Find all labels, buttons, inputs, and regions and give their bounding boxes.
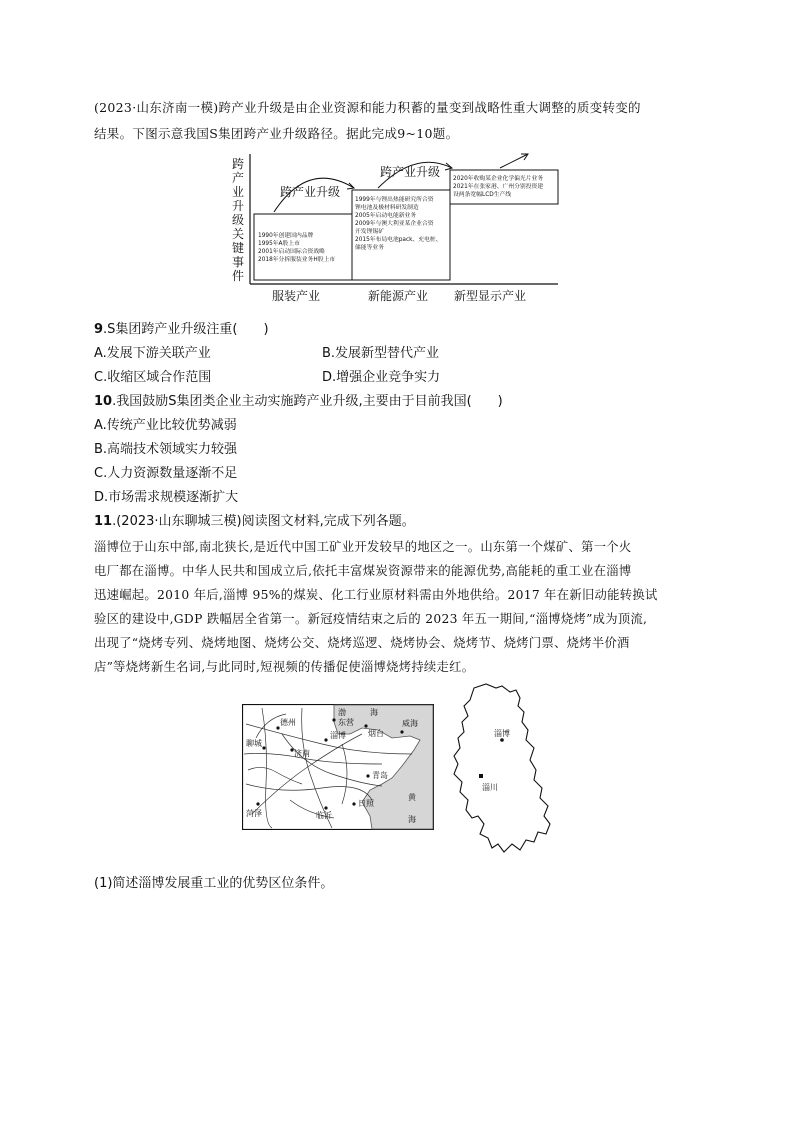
city-dot-dongying (332, 718, 335, 721)
y-axis-label (232, 157, 244, 283)
box2-line: 2015年布局电池pack、充电桩、 (355, 237, 442, 243)
q10-stem-text: .我国鼓励S集团类企业主动实施跨产业升级,主要由于目前我国( ) (112, 394, 503, 409)
q11-para-line: 店”等烧烤新生名词,与此同时,短视频的传播促使淄博烧烤持续走红。 (94, 660, 475, 674)
q10-option-c: C.人力资源数量逐渐不足 (94, 466, 238, 481)
box1-line: 2018年分拆服装业务H股上市 (258, 257, 336, 263)
box3-line: 2020年收购某企业化学偏光片业务 (453, 176, 544, 182)
map1-label: 威海 (402, 719, 418, 728)
map1-label: 海 (408, 815, 416, 824)
q11-para-line: 验区的建设中,GDP 跌幅居全省第一。新冠疫情结束之后的 2023 年五一期间,“淄博烧烤”成为顶流, (94, 612, 648, 626)
city-dot-rizhao (352, 802, 355, 805)
city-dot-zibo (324, 738, 327, 741)
q10-option-b: B.高端技术领域实力较强 (94, 442, 238, 457)
q11-para-line: 淄博位于山东中部,南北狭长,是近代中国工矿业开发较早的地区之一。山东第一个煤矿、第一个火 (94, 540, 632, 554)
intro-line-2: 结果。下图示意我国S集团跨产业升级路径。据此完成9~10题。 (94, 126, 459, 141)
map1-label: 临沂 (316, 811, 332, 820)
box2-line: 锂电池及极材料研发制造 (355, 205, 419, 211)
ylabel-char: 事 (232, 255, 245, 269)
q10-option-a: A.传统产业比较优势减弱 (94, 418, 237, 433)
zibo-city-dot (500, 738, 504, 742)
q9-option-a: A.发展下游关联产业 (94, 346, 211, 361)
q10-option-d: D.市场需求规模逐渐扩大 (94, 490, 239, 505)
map1-label: 菏泽 (246, 809, 262, 818)
zibo-outline-map (450, 682, 552, 856)
zibo-boundary (454, 684, 550, 852)
box1-line: 1990年创建国内品牌 (258, 233, 314, 239)
q10-stem (94, 390, 503, 409)
ylabel-char: 业 (232, 185, 245, 199)
ylabel-char: 键 (232, 241, 245, 255)
map1-label: 聊城 (246, 739, 262, 748)
zichuan-marker (479, 774, 483, 778)
ylabel-char: 件 (232, 269, 245, 283)
box3-line: 设两条宽幅LCD生产线 (453, 192, 512, 198)
x-category-apparel: 服装产业 (272, 289, 321, 303)
ylabel-char: 升 (232, 199, 245, 213)
q9-option-d: D.增强企业竞争实力 (322, 370, 441, 385)
map1-label: 黄 (408, 793, 416, 802)
q11-para-line: 出现了“烧烤专列、烧烤地图、烧烤公交、烧烤巡逻、烧烤协会、烧烤节、烧烤门票、烧烤半价酒 (94, 636, 630, 650)
q10-number: 10 (94, 394, 113, 409)
map1-label: 渤 (338, 708, 346, 717)
ylabel-char: 跨 (232, 157, 245, 171)
stage-box-apparel (254, 214, 352, 280)
zibo-label: 淄博 (494, 729, 510, 738)
box2-line: 1999年与锂出热能研究所合资 (355, 197, 434, 203)
q9-number: 9 (94, 322, 104, 337)
ylabel-char: 关 (232, 227, 245, 241)
box2-line: 2005年启动电能新业务 (355, 213, 417, 219)
q11-number: 11 (94, 514, 113, 529)
upgrade-arrow-3 (500, 154, 528, 168)
zichuan-label: 淄川 (482, 783, 498, 792)
city-dot-linyi (324, 806, 327, 809)
q9-stem (94, 318, 269, 337)
q9-option-c: C.收缩区域合作范围 (94, 370, 212, 385)
map1-label: 德州 (280, 718, 296, 727)
q11-para-line: 电厂都在淄博。中华人民共和国成立后,依托丰富煤炭资源带来的能源优势,高能耗的重工业在淄博 (94, 564, 632, 578)
q11-stem (94, 510, 415, 529)
map1-label: 海 (370, 708, 378, 717)
map1-label: 淄博 (330, 731, 346, 740)
x-category-new-energy: 新能源产业 (368, 289, 429, 303)
arrow-label-1: 跨产业升级 (280, 185, 341, 199)
city-dot-heze (256, 802, 259, 805)
stage-box-new-energy (352, 190, 450, 280)
city-dot-yantai (364, 724, 367, 727)
city-dot-liaocheng (262, 746, 265, 749)
q11-para-line: 迅速崛起。2010 年后,淄博 95%的煤炭、化工行业原材料需由外地供给。2017 年在新旧动能转换试 (94, 588, 658, 602)
ylabel-char: 级 (232, 213, 245, 227)
q11-stem-text: .(2023·山东聊城三模)阅读图文材料,完成下列各题。 (112, 514, 415, 529)
map1-label: 济南 (294, 749, 310, 758)
box2-line: 储能等业务 (355, 245, 384, 251)
city-dot-weihai (400, 730, 403, 733)
upgrade-path-figure (228, 150, 568, 310)
box2-line: 2009年与澳大利亚某企业合资 (355, 221, 434, 227)
box1-line: 2001年启动国际合资战略 (258, 249, 325, 255)
intro-line-1: (2023·山东济南一模)跨产业升级是由企业资源和能力积蓄的量变到战略性重大调整的质变转变的 (94, 100, 641, 115)
q9-option-b: B.发展新型替代产业 (322, 346, 440, 361)
ylabel-char: 产 (232, 171, 245, 185)
q9-stem-text: .S集团跨产业升级注重( ) (103, 322, 269, 337)
map1-label: 烟台 (368, 729, 384, 738)
map1-label: 日照 (358, 799, 374, 808)
map1-label: 东营 (338, 718, 354, 727)
city-dot-qingdao (366, 774, 369, 777)
map1-label: 青岛 (372, 771, 388, 780)
box2-line: 开发锂锡矿 (355, 229, 384, 235)
x-category-new-display: 新型显示产业 (454, 289, 527, 303)
q11-sub1: (1)简述淄博发展重工业的优势区位条件。 (94, 876, 334, 891)
box1-line: 1995年A股上市 (258, 241, 300, 247)
shandong-map (242, 704, 434, 830)
arrow-label-2: 跨产业升级 (380, 165, 441, 179)
box3-line: 2021年在张家港、广州分别投资建 (453, 184, 544, 190)
